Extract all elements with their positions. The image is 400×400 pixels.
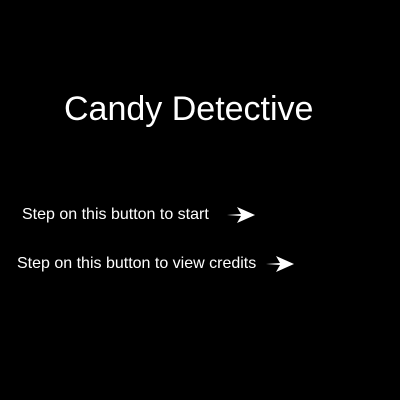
credits-prompt-label: Step on this button to view credits xyxy=(17,255,257,272)
start-prompt-label: Step on this button to start xyxy=(22,206,209,223)
arrow-right-icon xyxy=(264,254,296,274)
start-prompt[interactable] xyxy=(22,205,257,225)
game-title: Candy Detective xyxy=(64,90,314,128)
arrow-right-icon xyxy=(225,205,257,225)
credits-prompt[interactable] xyxy=(17,254,296,274)
